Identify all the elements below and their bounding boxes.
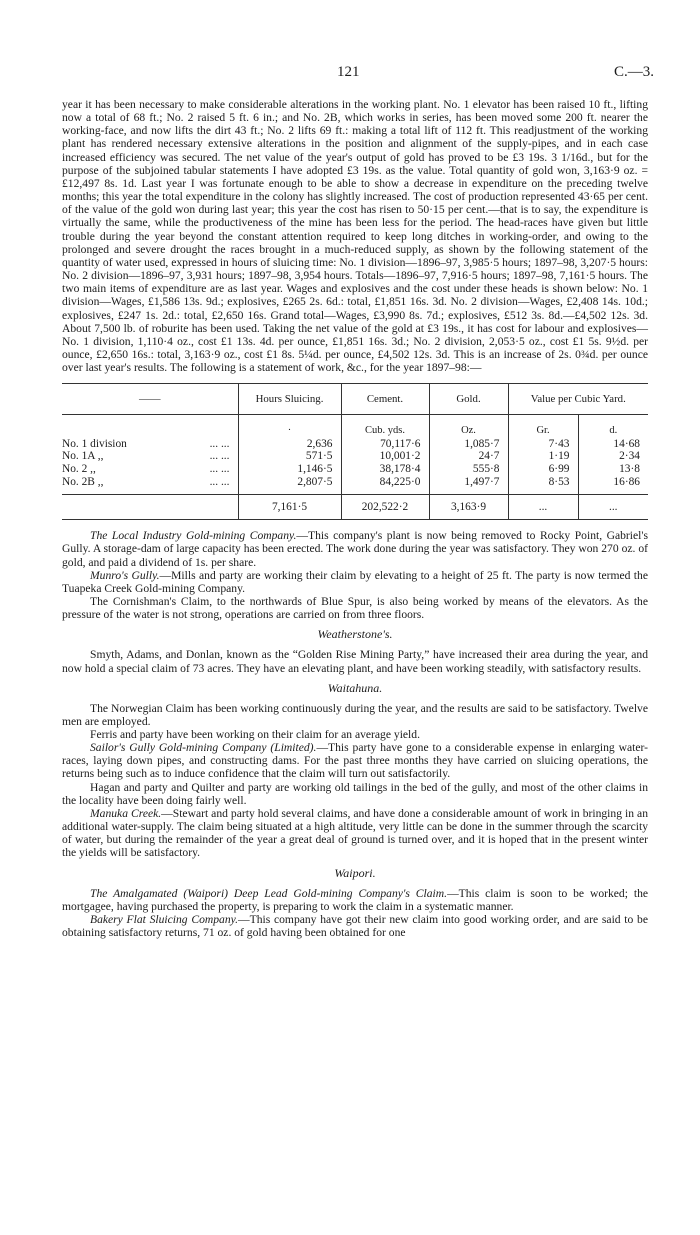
ferris-paragraph: Ferris and party have been working on their claim for an average yield. [90, 727, 420, 741]
row-dots: ... ... [209, 437, 230, 450]
row-dots: ... ... [209, 475, 230, 488]
header-blank: —— [62, 384, 238, 415]
header-cement: Cement. [341, 384, 429, 415]
cell-cement: 70,117·6 [341, 438, 429, 451]
cornishman-paragraph: The Cornishman's Claim, to the northwards of Blue Spur, is also being worked by means of the elevators. As the pressure of the water is not strong, operations are carried on from three floors. [62, 595, 648, 622]
total-gold: 3,163·9 [429, 495, 508, 520]
total-hours: 7,161·5 [238, 495, 341, 520]
bakery-flat-paragraph: Bakery Flat Sluicing Company.—This company have got their new claim into good working order, and are said to be obtaining satisfactory returns, 71 oz. of gold having been obtained for one [62, 912, 649, 939]
header-hours: Hours Sluicing. [238, 384, 341, 415]
document-page [62, 64, 654, 939]
header-gold: Gold. [429, 384, 508, 415]
row-label: No. 1 division [62, 437, 127, 450]
cell-grains: 7·43 [508, 438, 578, 451]
unit-pence: d. [578, 415, 648, 438]
munros-gully-paragraph: Munro's Gully.—Mills and party are working their claim by elevating to a height of 25 ft. The party is now termed the Tuapeka Creek Gold-mining Company. [62, 568, 648, 595]
page-header [62, 64, 654, 98]
total-grains: ... [508, 495, 578, 520]
cell-grains: 8·53 [508, 476, 578, 495]
section-code: C.—3. [613, 64, 654, 80]
cell-hours: 2,807·5 [238, 476, 341, 495]
local-industry-paragraph: The Local Industry Gold-mining Company.—This company's plant is now being removed to Rocky Point, Gabriel's Gully. A storage-dam of large capacity has been erected. The work done during the year was satisfactory. They won 270 oz. of gold, and paid a dividend of 1s. per share. [62, 529, 648, 569]
table-row [62, 463, 648, 476]
total-pence: ... [578, 495, 648, 520]
cell-hours: 2,636 [238, 438, 341, 451]
cell-pence: 16·86 [578, 476, 648, 495]
cell-grains: 6·99 [508, 463, 578, 476]
cell-cement: 38,178·4 [341, 463, 429, 476]
cell-gold: 24·7 [429, 450, 508, 463]
row-dots: ... ... [209, 463, 230, 476]
work-statement-table [62, 383, 648, 520]
table-row [62, 450, 648, 463]
cell-hours: 571·5 [238, 450, 341, 463]
table-header-row [62, 384, 648, 415]
cell-pence: 2·34 [578, 450, 648, 463]
weatherstones-heading: Weatherstone's. [317, 627, 393, 642]
table-row [62, 476, 648, 495]
unit-gold: Oz. [429, 415, 508, 438]
row-label: No. 1A ,, [62, 450, 104, 463]
table-units-row [62, 415, 648, 438]
header-value: Value per Cubic Yard. [508, 384, 648, 415]
cell-pence: 14·68 [578, 438, 648, 451]
weatherstones-paragraph: Smyth, Adams, and Donlan, known as the “Golden Rise Mining Party,” have increased their area during the year, and now hold a special claim of 73 acres. They have an elevating plant, and have been working steadily, with satisfactory results. [62, 648, 648, 675]
cell-gold: 1,085·7 [429, 438, 508, 451]
sailors-gully-paragraph: Sailor's Gully Gold-mining Company (Limited).—This party have gone to a considerable expense in enlarging water-races, laying down pipes, and constructing dams. For the past three months they have carried on sluicing operations, the returns being such as to induce confidence that the claim will turn out satisfactorily. [62, 741, 648, 781]
cell-cement: 10,001·2 [341, 450, 429, 463]
page-number: 121 [337, 64, 360, 80]
total-cement: 202,522·2 [341, 495, 429, 520]
unit-grains: Gr. [508, 415, 578, 438]
hagan-paragraph: Hagan and party and Quilter and party are working old tailings in the bed of the gully, and most of the other claims in the locality have been doing fairly well. [62, 780, 648, 807]
cell-pence: 13·8 [578, 463, 648, 476]
cell-gold: 1,497·7 [429, 476, 508, 495]
row-dots: ... ... [209, 450, 230, 463]
manuka-creek-paragraph: Manuka Creek.—Stewart and party hold several claims, and have done a considerable amount of work in bringing in an additional water-supply. The claim being situated at a high altitude, very little can be done in the summer through the scarcity of water, but during the remainder of the year a great deal of ground is turned over, and it is hoped that in the present winter the yields will be satisfactory. [62, 806, 648, 860]
row-label: No. 2 ,, [62, 463, 96, 476]
waipori-heading: Waipori. [334, 865, 376, 880]
cell-grains: 1·19 [508, 450, 578, 463]
table-totals-row [62, 495, 648, 520]
cell-gold: 555·8 [429, 463, 508, 476]
cell-hours: 1,146·5 [238, 463, 341, 476]
unit-cement: Cub. yds. [341, 415, 429, 438]
norwegian-paragraph: The Norwegian Claim has been working continuously during the year, and the results are said to be satisfactory. Twelve men are employed. [62, 701, 648, 728]
amalgamated-paragraph: The Amalgamated (Waipori) Deep Lead Gold-mining Company's Claim.—This claim is soon to be worked; the mortgagee, having purchased the property, is preparing to work the claim in a systematic manner. [62, 886, 649, 913]
intro-paragraph: year it has been necessary to make considerable alterations in the working plant. No. 1 elevator has been raised 10 ft., lifting now a total of 68 ft.; No. 2 raised 5 ft. 6 in.; and No. 2B, which works in series, has been moved some 200 ft. nearer the working-face, and now lifts the dirt 43 ft.; No. 2 lifts 69 ft.: making a total lift of 112 ft. This readjustment of the working plant has rendered necessary extensive alterations in the position and alignment of the supply-pipes, and in each case increased efficiency was secured. The net value of the year's output of gold has proved to be £3 19s. 3 1/16d., but for the purpose of the subjoined tabular statements I have adopted £3 19s. as the value. Total quantity of gold won, 3,163·9 oz. = £12,497 8s. 1d. Last year I was fortunate enough to be able to show a decrease in expenditure on the preceding twelve months; this year the total expenditure in the colony has slightly increased. The cost of production represented 43·65 per cent. of the value of the gold won during last year; this year the cost has risen to 50·15 per cent.—that is to say, the expenditure is virtually the same, while the productiveness of the mine has been less for the period. The head-races have given but little trouble during the year beyond the constant attention required to keep long ditches in working-order, and owing to the prolonged and severe drought the races brought in a much-reduced supply, as shown by the following statement of the quantity of water used, expressed in hours of sluicing time: No. 1 division—1896–97, 3,985·5 hours; 1897–98, 3,207·5 hours: No. 2 division—1896–97, 3,931 hours; 1897–98, 3,954 hours. Totals—1896–97, 7,916·5 hours; 1897–98, 7,161·5 hours. The two main items of expenditure are as last year. Wages and explosives and the cost under these heads is shown below: No. 1 division—Wages, £1,586 13s. 9d.; explosives, £265 2s. 6d.: total, £1,851 16s. 3d. No. 2 division—Wages, £2,408 14s. 10d.; explosives, £247 1s. 2d.: total, £2,650 16s. Grand total—Wages, £3,990 8s. 7d.; explosives, £512 3s. 8d.—£4,502 12s. 3d. About 7,500 lb. of roburite has been used. Taking the net value of the gold at £3 19s., it has cost for labour and explosives—No. 1 division, 1,110·4 oz., cost £1 13s. 4d. per ounce, £1,851 16s. 3d.; No. 2 division, 2,053·5 oz., cost £1 5s. 9½d. per ounce, £2,650 16s.: total, 3,163·9 oz., cost £1 8s. 5¼d. per ounce, £4,502 12s. 3d. This is an increase of 2s. 0¾d. per ounce over last year's results. The following is a statement of work, &c., for the year 1897–98:— [62, 98, 648, 375]
unit-hours: · [238, 415, 341, 438]
cell-cement: 84,225·0 [341, 476, 429, 495]
row-label: No. 2B ,, [62, 475, 104, 488]
table-row [62, 438, 648, 451]
waitahuna-heading: Waitahuna. [327, 680, 383, 695]
